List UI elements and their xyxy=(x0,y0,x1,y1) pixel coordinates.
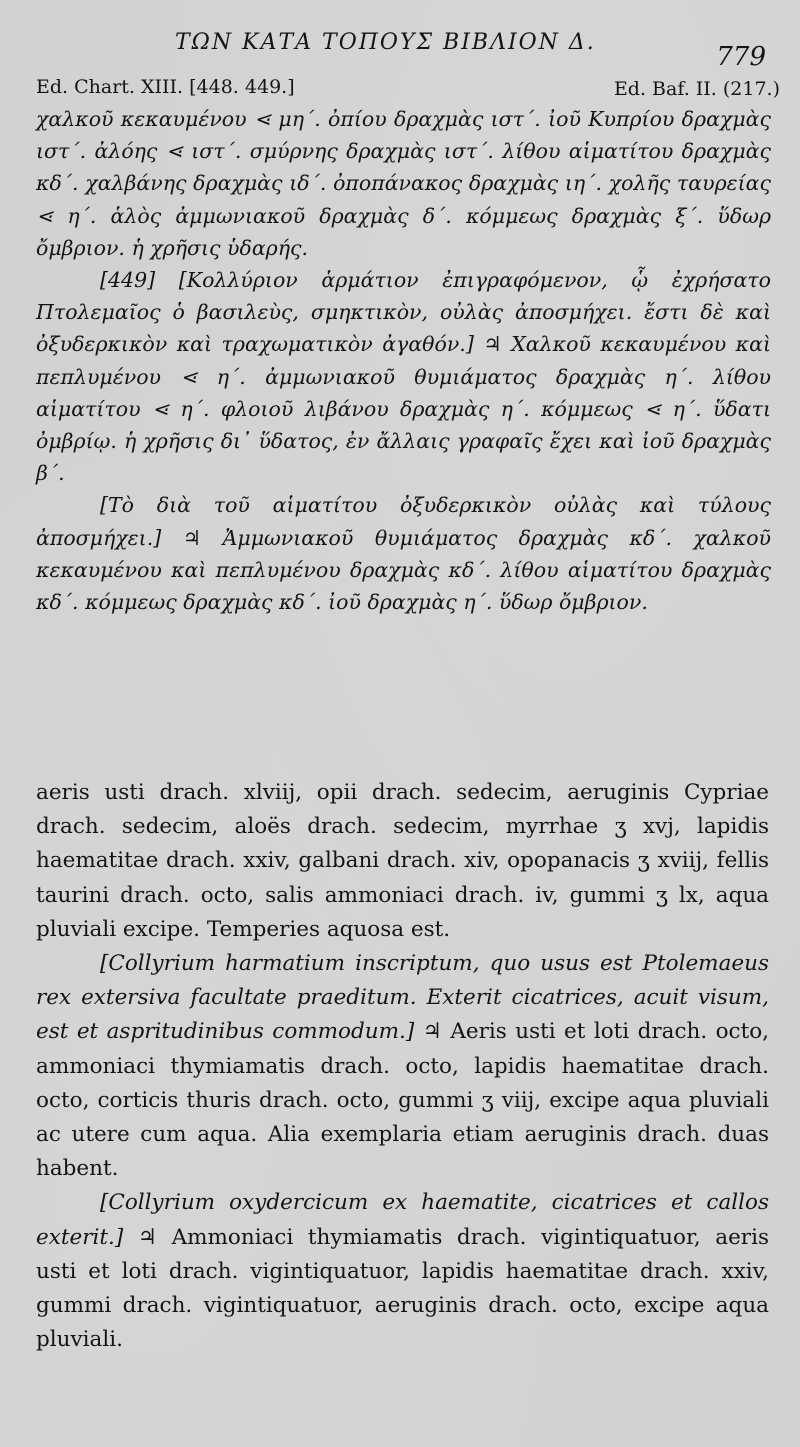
latin-paragraph-text: ♃ Ammoniaci thymiamatis drach. vigintiquatuor, aeris usti et loti drach. vigintiquatuor, lapidis haematitae drach. xxiv, gummi drach. vigintiquatuor, aeruginis drach. octo, excipe aqua pluviali. xyxy=(36,1224,769,1353)
greek-text-block xyxy=(36,103,771,618)
greek-paragraph: χαλκοῦ κεκαυμένου ⋖ μη΄. ὀπίου δραχμὰς ιστ΄. ἰοῦ Κυπρίου δραχμὰς ιστ΄. ἀλόης ⋖ ιστ΄. σμύρνης δραχμὰς ιστ΄. λίθου αἱματίτου δραχμὰς κδ΄. χαλβάνης δραχμὰς ιδ΄. ὀποπάνακος δραχμὰς ιη΄. χολῆς ταυρείας ⋖ η΄. ἁλὸς ἀμμωνιακοῦ δραχμὰς δ΄. κόμμεως δραχμὰς ξ΄. ὕδωρ ὄμβριον. ἡ χρῆσις ὑδαρής. xyxy=(36,107,771,260)
latin-paragraph-heading: [Collyrium harmatium inscriptum, quo usus est Ptolemaeus rex extersiva facultate praeditum. Exterit cicatrices, acuit visum, est et aspritudinibus commodum.] xyxy=(36,951,769,1045)
latin-paragraph xyxy=(36,776,769,947)
latin-paragraph-text: aeris usti drach. xlviij, opii drach. sedecim, aeruginis Cypriae drach. sedecim, aloës drach. sedecim, myrrhae ʒ xvj, lapidis haematitae drach. xxiv, galbani drach. xiv, opopanacis ʒ xviij, fellis taurini drach. octo, salis ammoniaci drach. iv, gummi ʒ lx, aqua pluviali excipe. Temperies aquosa est. xyxy=(36,780,769,942)
edition-reference-right: Ed. Baf. II. (217.) xyxy=(613,78,780,100)
latin-paragraph xyxy=(36,1186,769,1357)
latin-text-block xyxy=(36,776,769,1357)
running-title: ΤΩΝ ΚΑΤΑ ΤΟΠΟΥΣ ΒΙΒΛΙΟΝ Δ. xyxy=(175,30,596,55)
latin-paragraph xyxy=(36,947,769,1186)
page-number: 779 xyxy=(716,42,766,72)
latin-paragraph-text: ♃ Aeris usti et loti drach. octo, ammoniaci thymiamatis drach. octo, lapidis haematitae drach. octo, corticis thuris drach. octo, gummi ʒ viij, excipe aqua pluviali ac utere cum aqua. Alia exemplaria etiam aeruginis drach. duas habent. xyxy=(36,1019,770,1182)
latin-paragraph-heading: [Collyrium oxydercicum ex haematite, cicatrices et callos exterit.] xyxy=(36,1190,769,1250)
greek-paragraph: [Τὸ διὰ τοῦ αἱματίτου ὀξυδερκικὸν οὐλὰς καὶ τύλους ἀποσμήχει.] ♃ Ἀμμωνιακοῦ θυμιάματος δραχμὰς κδ΄. χαλκοῦ κεκαυμένου καὶ πεπλυμένου δραχμὰς κδ΄. λίθου αἱματίτου δραχμὰς κδ΄. κόμμεως δραχμὰς κδ΄. ἰοῦ δραχμὰς η΄. ὕδωρ ὄμβριον. xyxy=(36,493,771,615)
edition-reference-left: Ed. Chart. XIII. [448. 449.] xyxy=(36,76,295,98)
greek-paragraph: [449] [Κολλύριον ἁρμάτιον ἐπιγραφόμενον, ᾧ ἐχρήσατο Πτολεμαῖος ὁ βασιλεὺς, σμηκτικὸν, οὐλὰς ἀποσμήχει. ἔστι δὲ καὶ ὀξυδερκικὸν καὶ τραχωματικὸν ἀγαθόν.] ♃ Χαλκοῦ κεκαυμένου καὶ πεπλυμένου ⋖ η΄. ἀμμωνιακοῦ θυμιάματος δραχμὰς η΄. λίθου αἱματίτου ⋖ η΄. φλοιοῦ λιβάνου δραχμὰς η΄. κόμμεως ⋖ η΄. ὕδατι ὀμβρίῳ. ἡ χρῆσις δι᾽ ὕδατος, ἐν ἄλλαις γραφαῖς ἔχει καὶ ἰοῦ δραχμὰς β΄. xyxy=(36,268,771,486)
